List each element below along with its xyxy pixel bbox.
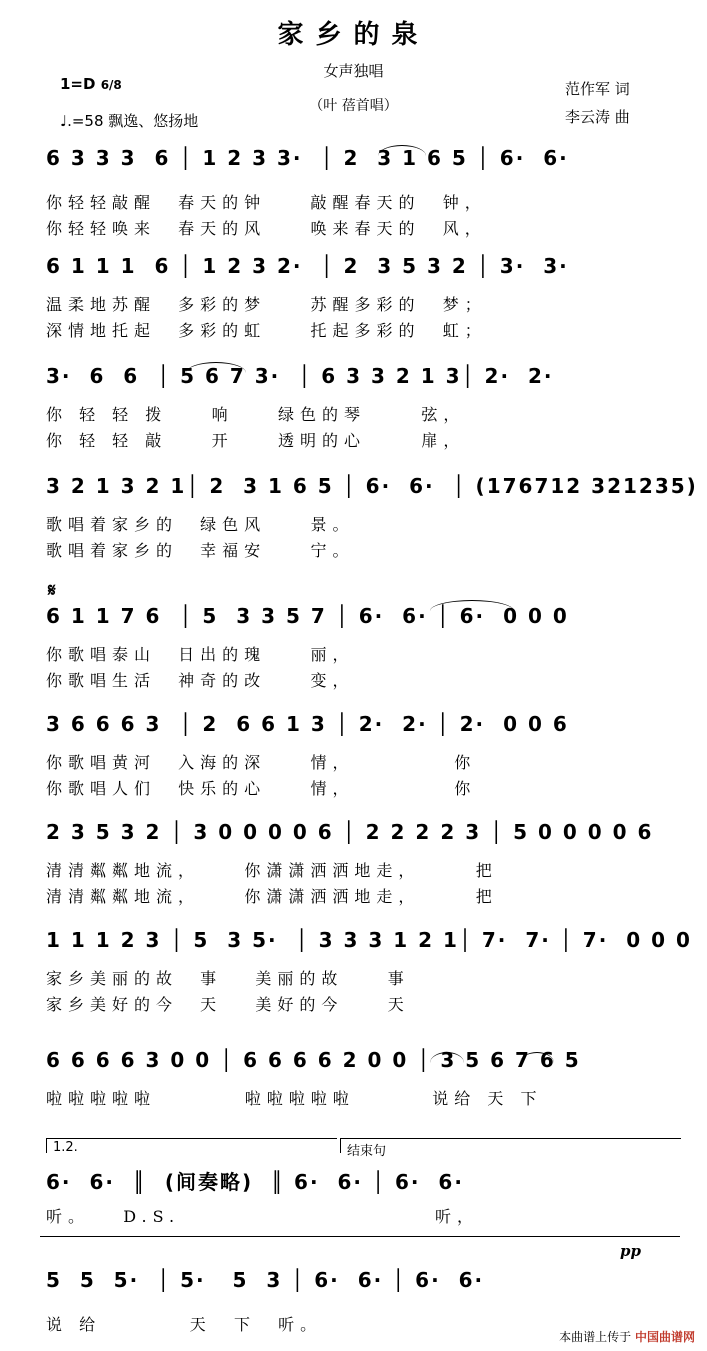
lyric-verse-1: 啦啦啦啦啦 啦啦啦啦啦 说给 天 下 [46, 1089, 543, 1108]
lyric-verse-1: 家乡美丽的故 事 美丽的故 事 [46, 969, 410, 988]
note-line: 6 1 1 7 6 │ 5 3 3 5 7 │ 6· 6· │ 6· 0 0 0 [46, 604, 569, 628]
composer-credit: 李云涛 曲 [565, 108, 630, 126]
lyric-verse-2: 你 轻 轻 敲 开 透明的心 扉， [46, 431, 466, 450]
lyric-verse-1: 听。 D.S. 听， [46, 1207, 480, 1226]
lyric-verse-2: 歌唱着家乡的 幸福安 宁。 [46, 541, 355, 560]
footer-text: 本曲谱上传于 [559, 1330, 632, 1344]
lyric-verse-1: 你 轻 轻 拨 响 绿色的琴 弦， [46, 405, 466, 424]
note-line: 6· 6· ║ (间奏略) ║ 6· 6· │ 6· 6· [46, 1170, 464, 1194]
lyric-verse-2: 深情地托起 多彩的虹 托起多彩的 虹； [46, 321, 487, 340]
note-line: 1 1 1 2 3 │ 5 3 5· │ 3 3 3 1 2 1│ 7· 7· │ 7· 0 0 0 [46, 928, 692, 952]
lyric-verse-1: 你轻轻敲醒 春天的钟 敲醒春天的 钟， [46, 193, 487, 212]
lyric-verse-1: 清清粼粼地流， 你潇潇洒洒地走， 把 [46, 861, 498, 880]
key-label: 1=D [60, 75, 96, 93]
ending-label: 结束句 [347, 1144, 387, 1159]
tempo-marking: ♩.=58 飘逸、悠扬地 [60, 112, 199, 130]
lyric-verse-2: 你歌唱生活 神奇的改 变， [46, 671, 355, 690]
lyricist-credit: 范作军 词 [565, 80, 630, 98]
note-line: 3· 6 6 │ 5 6 7 3· │ 6 3 3 2 1 3│ 2· 2· [46, 364, 554, 388]
segno-sign: 𝄋 [48, 580, 56, 601]
note-line: 6 3 3 3 6 │ 1 2 3 3· │ 2 3 1 6 5 │ 6· 6· [46, 146, 569, 170]
singer-credit: （叶 蓓首唱） [309, 98, 398, 114]
subtitle: 女声独唱 [323, 62, 384, 80]
note-line: 3 2 1 3 2 1│ 2 3 1 6 5 │ 6· 6· │ (176712 321235) [46, 474, 698, 498]
key-signature [60, 75, 122, 93]
dynamic-marking: pp [620, 1242, 641, 1260]
volta-bracket [46, 1138, 337, 1153]
lyric-verse-1: 你歌唱泰山 日出的瑰 丽， [46, 645, 355, 664]
lyric-verse-2: 你轻轻唤来 春天的风 唤来春天的 风， [46, 219, 487, 238]
lyric-verse-2: 你歌唱人们 快乐的心 情， 你 [46, 779, 477, 798]
lyric-verse-2: 清清粼粼地流， 你潇潇洒洒地走， 把 [46, 887, 498, 906]
tie [430, 600, 514, 611]
note-line: 3 6 6 6 3 │ 2 6 6 1 3 │ 2· 2· │ 2· 0 0 6 [46, 712, 569, 736]
lyric-verse-1: 你歌唱黄河 入海的深 情， 你 [46, 753, 477, 772]
lyric-verse-1: 歌唱着家乡的 绿色风 景。 [46, 515, 355, 534]
site-logo: 中国曲谱网 [634, 1330, 695, 1344]
note-line: 6 1 1 1 6 │ 1 2 3 2· │ 2 3 5 3 2 │ 3· 3· [46, 254, 569, 278]
note-line: 5 5 5· │ 5· 5 3 │ 6· 6· │ 6· 6· [46, 1268, 485, 1292]
time-signature: 6/8 [100, 78, 122, 92]
footer [559, 1328, 695, 1345]
volta-label: 1.2. [53, 1140, 78, 1155]
lyric-verse-1: 说 给 天 下 听。 [46, 1315, 323, 1334]
divider [40, 1236, 680, 1237]
ending-bracket [340, 1138, 681, 1159]
note-line: 6 6 6 6 3 0 0 │ 6 6 6 6 2 0 0 │ 3 5 6 7 6 5 [46, 1048, 581, 1072]
page-title: 家乡的泉 [277, 20, 430, 50]
lyric-verse-1: 温柔地苏醒 多彩的梦 苏醒多彩的 梦； [46, 295, 487, 314]
lyric-verse-2: 家乡美好的今 天 美好的今 天 [46, 995, 410, 1014]
note-line: 2 3 5 3 2 │ 3 0 0 0 0 6 │ 2 2 2 2 3 │ 5 0 0 0 0 6 [46, 820, 654, 844]
